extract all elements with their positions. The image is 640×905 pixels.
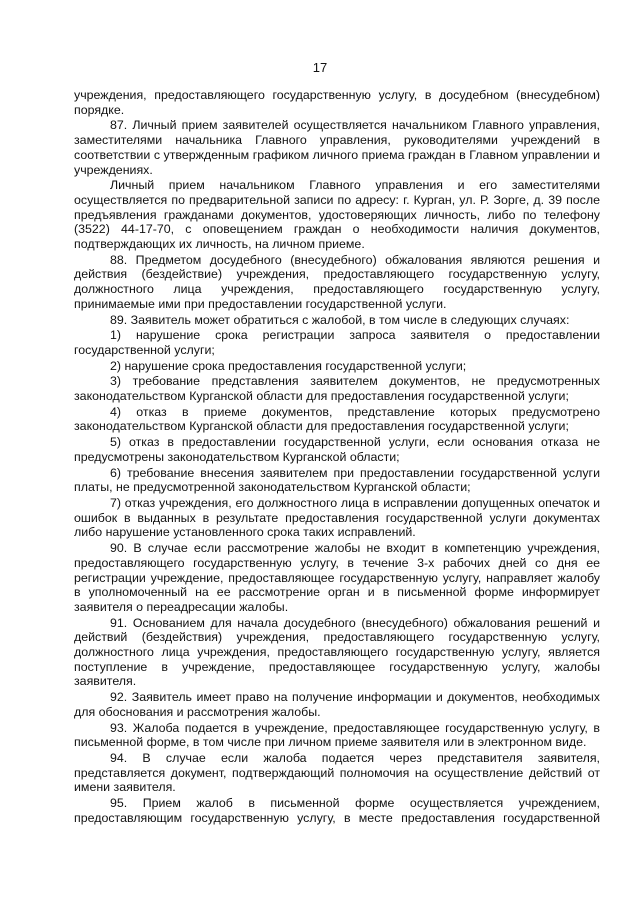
paragraph-continuation: учреждения, предоставляющего государственную услугу, в досудебном (внесудебном) порядке. bbox=[74, 88, 600, 117]
paragraph-91: 91. Основанием для начала досудебного (внесудебного) обжалования решений и действий (бездействия) учреждения, предоставляющего государственную услугу, должностного лица учреждения, предоставляющего государственную услугу, является поступление в учреждение, предоставляющее государственную услугу, жалобы заявителя. bbox=[74, 615, 600, 689]
page-number: 17 bbox=[312, 60, 328, 75]
list-item-7: 7) отказ учреждения, его должностного лица в исправлении допущенных опечаток и ошибок в выданных в результате предоставления государственной услуги документах либо нарушение установленного срока таких исправлений. bbox=[74, 495, 600, 540]
list-item-2: 2) нарушение срока предоставления государственной услуги; bbox=[110, 358, 467, 373]
paragraph-88: 88. Предметом досудебного (внесудебного) обжалования являются решения и действия (бездействие) учреждения, предоставляющего государственную услугу, должностного лица учреждения, предоставляющего государственную услугу, принимаемые ими при предоставлении государственной услуги. bbox=[74, 252, 600, 311]
document-body bbox=[74, 88, 600, 826]
list-item-1: 1) нарушение срока регистрации запроса заявителя о предоставлении государственной услуги; bbox=[74, 328, 600, 357]
paragraph-93: 93. Жалоба подается в учреждение, предоставляющее государственную услугу, в письменной форме, в том числе при личном приеме заявителя или в электронном виде. bbox=[74, 720, 600, 750]
paragraph-90: 90. В случае если рассмотрение жалобы не входит в компетенцию учреждения, предоставляющего государственную услугу, в течение 3-х рабочих дней со дня ее регистрации учреждение, предоставляющее государственную услугу, направляет жалобу в уполномоченный на ее рассмотрение орган и в письменной форме информирует заявителя о переадресации жалобы. bbox=[74, 541, 600, 614]
paragraph-89: 89. Заявитель может обратиться с жалобой, в том числе в следующих случаях: bbox=[110, 312, 570, 327]
paragraph-87: 87. Личный прием заявителей осуществляется начальником Главного управления, заместителями начальника Главного управления, руководителями учреждений в соответствии с утвержденным графиком личного приема граждан в Главном управлении и учреждениях. bbox=[74, 118, 600, 177]
list-item-6: 6) требование внесения заявителем при предоставлении государственной услуги платы, не предусмотренной законодательством Курганской области; bbox=[74, 465, 600, 495]
list-item-4: 4) отказ в приеме документов, представление которых предусмотрено законодательством Курганской области для предоставления государственной услуги; bbox=[74, 404, 600, 434]
list-item-3: 3) требование представления заявителем документов, не предусмотренных законодательством Курганской области для предоставления государственной услуги; bbox=[74, 374, 600, 404]
paragraph-95: 95. Прием жалоб в письменной форме осуществляется учреждением, предоставляющим государственную услугу, в месте предоставления государственной bbox=[74, 796, 600, 825]
paragraph-personal-reception: Личный прием начальником Главного управления и его заместителями осуществляется по предварительной записи по адресу: г. Курган, ул. Р. Зорге, д. 39 после предъявления гражданами документов, удостоверяющих личность, либо по телефону (3522) 44-17-70, с оповещением граждан о необходимости наличия документов, подтверждающих их личность, на личном приеме. bbox=[74, 178, 600, 252]
list-item-5: 5) отказ в предоставлении государственной услуги, если основания отказа не предусмотрены законодательством Курганской области; bbox=[74, 435, 600, 464]
paragraph-94: 94. В случае если жалоба подается через представителя заявителя, представляется документ, подтверждающий полномочия на осуществление действий от имени заявителя. bbox=[74, 750, 600, 795]
paragraph-92: 92. Заявитель имеет право на получение информации и документов, необходимых для обоснования и рассмотрения жалобы. bbox=[74, 690, 600, 719]
